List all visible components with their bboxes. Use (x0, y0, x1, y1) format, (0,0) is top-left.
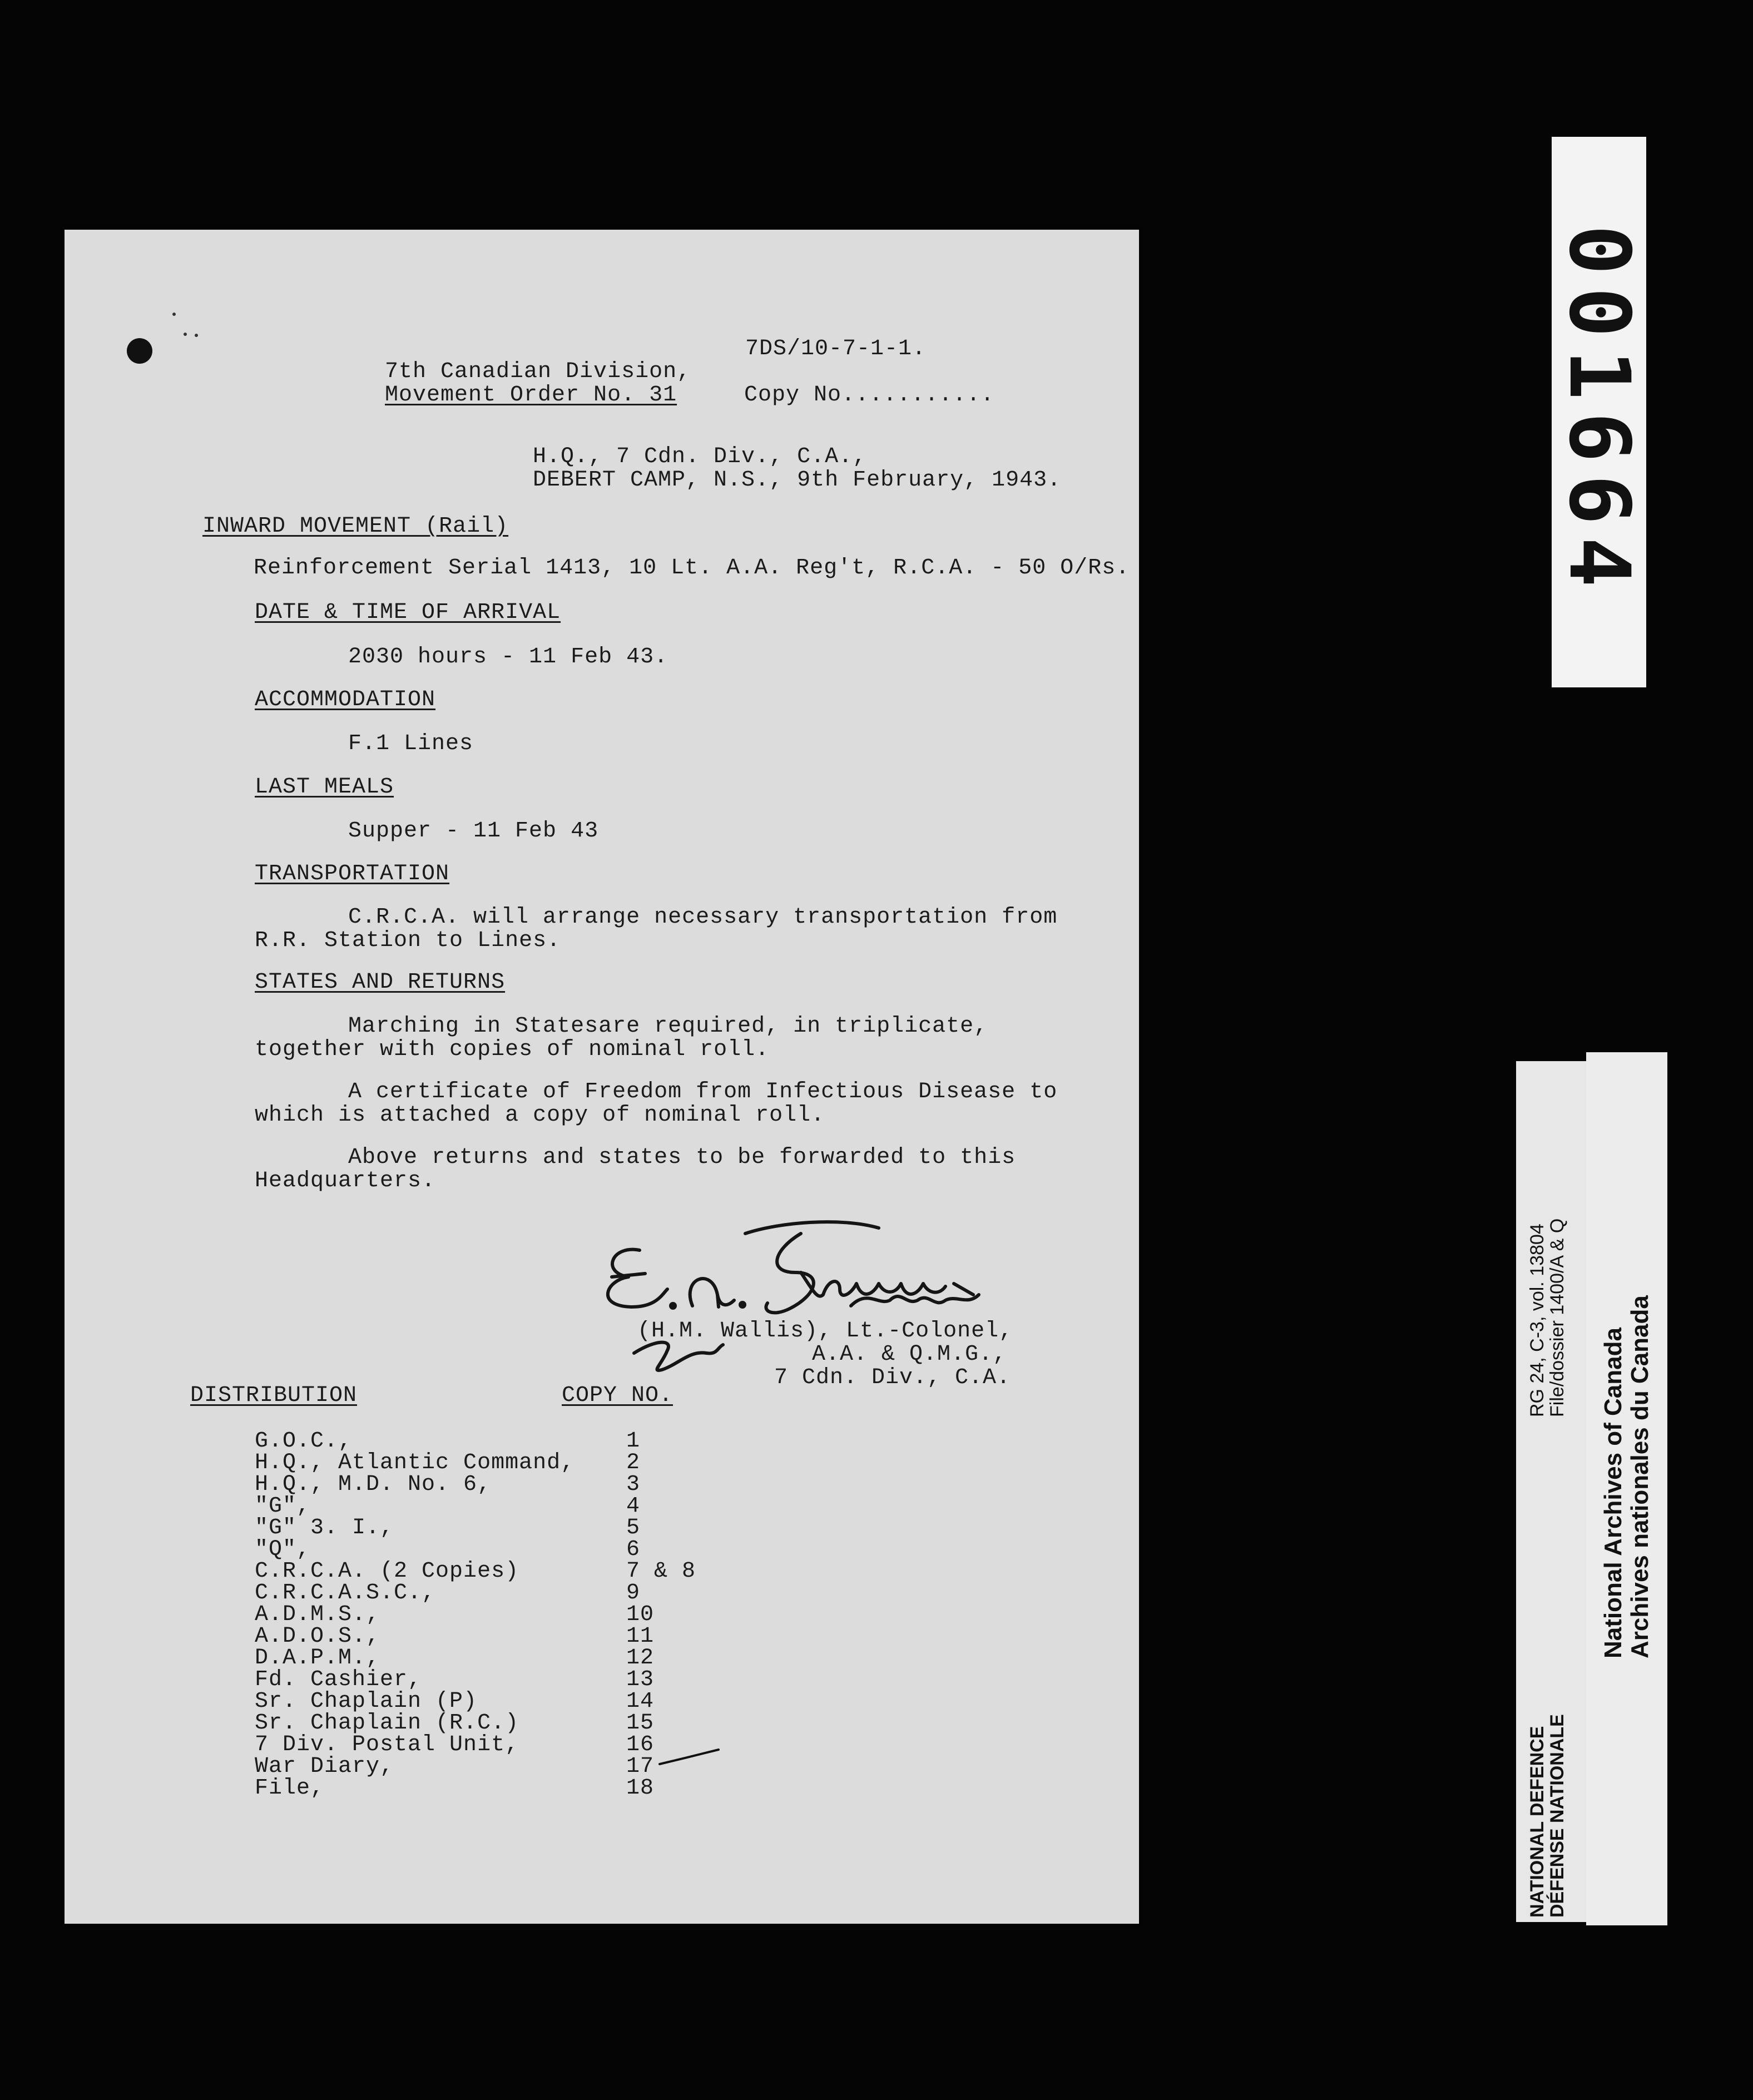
distribution-copy-number: 17 (626, 1754, 655, 1779)
frame-number: 001664 (1551, 225, 1647, 600)
pen-tick-mark (656, 1746, 723, 1769)
distribution-recipient: A.D.O.S., (255, 1624, 380, 1649)
department-fr: DÉFENSE NATIONALE (1547, 1714, 1568, 1918)
distribution-recipient: Fd. Cashier, (255, 1667, 422, 1692)
division-name: 7th Canadian Division, (385, 359, 691, 384)
distribution-copy-number: 2 (626, 1450, 641, 1475)
address-line-1: H.Q., 7 Cdn. Div., C.A., (533, 444, 867, 469)
distribution-recipient: "Q", (255, 1537, 311, 1562)
distribution-copy-number: 12 (626, 1646, 655, 1671)
institution-name-en: National Archives of Canada (1600, 1328, 1627, 1658)
distribution-copy-number: 3 (626, 1472, 641, 1497)
distribution-copy-number: 7 & 8 (626, 1559, 696, 1584)
section-text: together with copies of nominal roll. (255, 1037, 770, 1062)
address-line-2: DEBERT CAMP, N.S., 9th February, 1943. (533, 468, 1062, 493)
speck (184, 333, 187, 336)
section-text: C.R.C.A. will arrange necessary transportation from (348, 905, 1058, 930)
institution-label (1586, 1052, 1667, 1925)
section-heading: TRANSPORTATION (255, 861, 450, 886)
distribution-copy-number: 18 (626, 1776, 655, 1801)
distribution-copy-number: 13 (626, 1667, 655, 1692)
distribution-recipient: A.D.M.S., (255, 1602, 380, 1627)
institution-name-fr: Archives nationales du Canada (1626, 1295, 1653, 1658)
archive-reference-1: RG 24, C-3, vol. 13804 (1527, 1224, 1548, 1417)
section-text: which is attached a copy of nominal roll. (255, 1103, 825, 1128)
section-text: Above returns and states to be forwarded to this (348, 1145, 1016, 1170)
distribution-recipient: C.R.C.A. (2 Copies) (255, 1559, 519, 1584)
section-text: F.1 Lines (348, 731, 474, 756)
distribution-recipient: G.O.C., (255, 1429, 353, 1454)
distribution-recipient: Sr. Chaplain (R.C.) (255, 1711, 519, 1736)
section-text: Supper - 11 Feb 43 (348, 819, 599, 844)
distribution-heading: DISTRIBUTION (190, 1383, 358, 1408)
distribution-copy-number: 5 (626, 1515, 641, 1541)
section-text: R.R. Station to Lines. (255, 928, 561, 953)
distribution-recipient: War Diary, (255, 1754, 394, 1779)
distribution-copy-number: 15 (626, 1711, 655, 1736)
speck (195, 334, 198, 337)
distribution-recipient: H.Q., M.D. No. 6, (255, 1472, 492, 1497)
distribution-recipient: D.A.P.M., (255, 1646, 380, 1671)
reinforcement-line: Reinforcement Serial 1413, 10 Lt. A.A. Reg't, R.C.A. - 50 O/Rs. (254, 556, 1130, 581)
section-heading: LAST MEALS (255, 775, 394, 800)
punch-hole (127, 338, 152, 364)
department-en: NATIONAL DEFENCE (1527, 1726, 1548, 1918)
section-heading: DATE & TIME OF ARRIVAL (255, 600, 561, 625)
department-label (1516, 1061, 1586, 1922)
distribution-copy-number: 16 (626, 1732, 655, 1757)
signatory-unit: 7 Cdn. Div., C.A. (774, 1365, 1011, 1390)
distribution-copy-number: 14 (626, 1689, 655, 1714)
archive-reference-2: File/dossier 1400/A & Q (1547, 1218, 1568, 1417)
speck (172, 313, 176, 316)
copy-number-field: Copy No........... (744, 383, 995, 408)
distribution-recipient: "G" 3. I., (255, 1515, 394, 1541)
distribution-copy-number: 9 (626, 1581, 641, 1606)
order-title: Movement Order No. 31 (385, 383, 677, 408)
frame-number-strip (1552, 137, 1646, 687)
section-heading: ACCOMMODATION (255, 687, 436, 712)
distribution-copy-number: 10 (626, 1602, 655, 1627)
distribution-recipient: File, (255, 1776, 325, 1801)
section-text: Headquarters. (255, 1168, 436, 1193)
distribution-recipient: H.Q., Atlantic Command, (255, 1450, 575, 1475)
distribution-copy-number: 1 (626, 1429, 641, 1454)
distribution-recipient: 7 Div. Postal Unit, (255, 1732, 519, 1757)
distribution-copy-number: 6 (626, 1537, 641, 1562)
main-heading: INWARD MOVEMENT (Rail) (202, 514, 509, 539)
copy-no-heading: COPY NO. (562, 1383, 674, 1408)
distribution-recipient: Sr. Chaplain (P) (255, 1689, 478, 1714)
section-text: A certificate of Freedom from Infectious Disease to (348, 1079, 1058, 1105)
section-heading: STATES AND RETURNS (255, 970, 506, 995)
distribution-copy-number: 4 (626, 1494, 641, 1519)
distribution-copy-number: 11 (626, 1624, 655, 1649)
section-text: Marching in Statesare required, in triplicate, (348, 1014, 988, 1039)
section-text: 2030 hours - 11 Feb 43. (348, 645, 668, 670)
file-number: 7DS/10-7-1-1. (745, 336, 927, 361)
signatory-title: A.A. & Q.M.G., (812, 1342, 1007, 1367)
distribution-recipient: "G", (255, 1494, 311, 1519)
distribution-recipient: C.R.C.A.S.C., (255, 1581, 436, 1606)
signatory-name: (H.M. Wallis), Lt.-Colonel, (637, 1319, 1013, 1344)
